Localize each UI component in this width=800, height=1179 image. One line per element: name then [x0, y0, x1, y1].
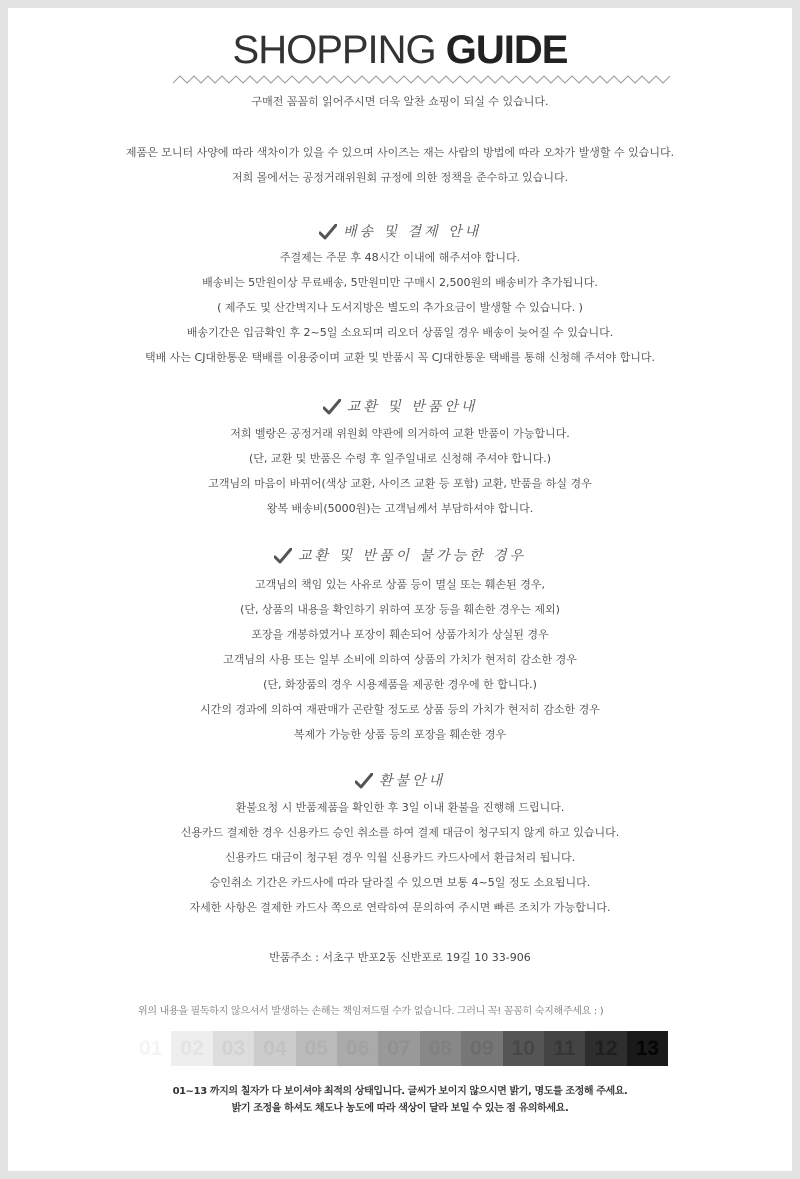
gray-scale-cell-01: 01: [130, 1031, 171, 1066]
section-heading-refund: 환불안내: [0, 771, 800, 791]
checkmark-icon: [274, 548, 292, 564]
checkmark-icon: [319, 224, 337, 240]
footer-line-1: 01~13 까지의 칠자가 다 보이셔야 최적의 상태입니다. 글씨가 보이지 않으시면 밝기, 명도를 조정해 주세요.: [172, 1086, 628, 1097]
gray-scale-cell-04: 04: [254, 1031, 295, 1066]
title-bold: GUIDE: [445, 28, 568, 72]
no-exchange-line-3: 포장을 개봉하였거나 포장이 훼손되어 상품가치가 상실된 경우: [251, 628, 549, 641]
gray-scale-cell-09: 09: [461, 1031, 502, 1066]
no-exchange-line-6: 시간의 경과에 의하여 재판매가 곤란할 정도로 상품 등의 가치가 현저히 감소한 경우: [200, 703, 600, 716]
refund-line-4: 승인취소 기간은 카드사에 따라 달라질 수 있으면 보통 4~5일 정도 소요됩니다.: [209, 876, 591, 889]
footer-line-2: 밝기 조정을 하셔도 채도나 농도에 따라 색상이 달라 보일 수 있는 점 유의하세요.: [231, 1103, 569, 1114]
shipping-line-2: 배송비는 5만원이상 무료배송, 5만원미만 구매시 2,500원의 배송비가 추가됩니다.: [202, 276, 598, 289]
gray-scale-cell-07: 07: [378, 1031, 419, 1066]
shipping-line-3: ( 제주도 및 산간벽지나 도서지방은 별도의 추가요금이 발생할 수 있습니다. ): [217, 301, 583, 314]
section-heading-shipping: 배송 및 결제 안내: [0, 222, 800, 242]
shipping-line-1: 주결제는 주문 후 48시간 이내에 해주셔야 합니다.: [279, 251, 521, 264]
subtitle: 구매전 꼼꼼히 읽어주시면 더욱 알찬 쇼핑이 되실 수 있습니다.: [251, 95, 549, 108]
gray-scale-cell-08: 08: [420, 1031, 461, 1066]
gray-scale-bar: [130, 1031, 668, 1066]
refund-line-5: 자세한 사항은 결제한 카드사 쪽으로 연락하여 문의하여 주시면 빠른 조치가 가능합니다.: [189, 901, 611, 914]
notice-text: 위의 내용을 필독하지 않으셔서 발생하는 손해는 책임져드릴 수가 없습니다. 그러니 꼭! 꼼꼼히 숙지해주세요 : ): [138, 1006, 604, 1017]
gray-scale-cell-13: 13: [627, 1031, 668, 1066]
intro-line-2: 저희 몰에서는 공정거래위원회 규정에 의한 정책을 준수하고 있습니다.: [231, 171, 569, 184]
zigzag-divider: [173, 73, 671, 85]
page-title: [0, 26, 800, 74]
intro-line-1: 제품은 모니터 사양에 따라 색차이가 있을 수 있으며 사이즈는 재는 사람의 방법에 따라 오차가 발생할 수 있습니다.: [125, 146, 675, 159]
title-light: SHOPPING: [232, 28, 436, 72]
gray-scale-cell-05: 05: [296, 1031, 337, 1066]
no-exchange-line-2: (단, 상품의 내용을 확인하기 위하여 포장 등을 훼손한 경우는 제외): [240, 603, 560, 616]
checkmark-icon: [355, 773, 373, 789]
shipping-line-4: 배송기간은 입금확인 후 2~5일 소요되며 리오더 상품일 경우 배송이 늦어질 수 있습니다.: [186, 326, 614, 339]
gray-scale-cell-12: 12: [585, 1031, 626, 1066]
gray-scale-cell-03: 03: [213, 1031, 254, 1066]
checkmark-icon: [323, 399, 341, 415]
exchange-line-3: 고객님의 마음이 바뀌어(색상 교환, 사이즈 교환 등 포함) 교환, 반품을 하실 경우: [208, 477, 592, 490]
gray-scale-cell-06: 06: [337, 1031, 378, 1066]
gray-scale-cell-11: 11: [544, 1031, 585, 1066]
shipping-line-5: 택배 사는 CJ대한통운 택배를 이용중이며 교환 및 반품시 꼭 CJ대한통운 택배를 통해 신청해 주셔야 합니다.: [145, 351, 655, 364]
exchange-line-2: (단, 교환 및 반품은 수령 후 일주일내로 신청해 주셔야 합니다.): [248, 452, 552, 465]
no-exchange-line-4: 고객님의 사용 또는 일부 소비에 의하여 상품의 가치가 현저히 감소한 경우: [223, 653, 577, 666]
refund-line-3: 신용카드 대금이 청구된 경우 익월 신용카드 카드사에서 환급처리 됩니다.: [224, 851, 576, 864]
exchange-line-1: 저희 벨랑은 공정거래 위원회 약관에 의거하여 교환 반품이 가능합니다.: [230, 427, 570, 440]
section-heading-no-exchange: 교환 및 반품이 불가능한 경우: [0, 546, 800, 566]
refund-line-2: 신용카드 결제한 경우 신용카드 승인 취소를 하여 결제 대금이 청구되지 않게 하고 있습니다.: [180, 826, 620, 839]
gray-scale-cell-02: 02: [171, 1031, 212, 1066]
no-exchange-line-7: 복제가 가능한 상품 등의 포장을 훼손한 경우: [293, 728, 507, 741]
no-exchange-line-1: 고객님의 책임 있는 사유로 상품 등이 멸실 또는 훼손된 경우,: [255, 578, 545, 591]
section-heading-exchange: 교환 및 반품안내: [0, 397, 800, 417]
exchange-line-4: 왕복 배송비(5000원)는 고객님께서 부담하셔야 합니다.: [266, 502, 534, 515]
gray-scale-cell-10: 10: [503, 1031, 544, 1066]
refund-line-1: 환불요청 시 반품제품을 확인한 후 3일 이내 환불을 진행해 드립니다.: [235, 801, 565, 814]
no-exchange-line-5: (단, 화장품의 경우 시용제품을 제공한 경우에 한 합니다.): [263, 678, 537, 691]
return-address: 반품주소 : 서초구 반포2동 신반포로 19길 10 33-906: [269, 951, 531, 964]
